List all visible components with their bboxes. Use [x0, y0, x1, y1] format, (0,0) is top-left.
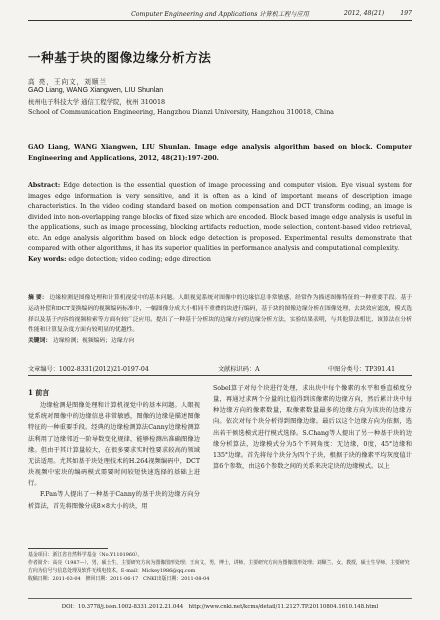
- footnote-fund: 基金项目：浙江省自然科学基金（No.Y1101960）。: [28, 552, 143, 558]
- authors-en: GAO Liang, WANG Xiangwen, LIU Shunlan: [28, 87, 164, 94]
- section-rule: [28, 375, 412, 376]
- footnote-rule: [28, 548, 108, 549]
- footnotes: [28, 551, 412, 583]
- affiliation-cn: 杭州电子科技大学 通信工程学院，杭州 310018: [28, 98, 166, 106]
- article-number: 文章编号：1002-8331(2012)21-0197-04: [28, 366, 149, 373]
- body-paragraph: Sobel算子对每个块进行处理，求出块中每个像素的水平和垂直梯度分量，再通过求两个分量的比值得到该像素的边缘方向，然后累计块中每种边缘方向的像素数量，取像素数量最多的边缘方向为该块的边缘方向。依次对每个块分析得到图像边缘。最后以这个边缘方向为依据，选出若干候选模式进行模式选择。S.Chang等人提出了另一种基于块的边缘分析算法，边缘模式分为5个不同角度：无边缘，0度，45°边缘和135°边缘。首先将每个块分为四个子块，根据子块的像素平均灰度值计算6个参数，由这6个参数之间的关系来决定块的边缘模式。以上: [213, 385, 412, 471]
- affiliation-en: School of Communication Engineering, Hangzhou Dianzi University, Hangzhou 310018, China: [28, 108, 334, 116]
- abstract-en-text: Edge detection is the essential question of image processing and computer vision. Eye visual system for images edge information is very sensitive, and it is often as a kind of important means of description image characteristics. In the video coding standard based on motion compensation and DCT transform coding, an image is divided into non-overlapping range blocks of fixed size which are encoded. Block based image edge analysis is useful in the applications, such as image processing, blocking artifacts reduction, mode selection, content-based video retrieval, etc. An edge analysis algorithm based on block edge detection is proposed. Experimental results demonstrate that compared with other algorithms, it has its superior qualities in performance analysis and computational complexity.: [28, 182, 412, 253]
- issue-date: 2012, 48(21): [343, 9, 385, 17]
- abstract-en-label: Abstract:: [28, 182, 61, 189]
- article-meta: [28, 364, 412, 373]
- keywords-en-label: Key words:: [28, 255, 67, 263]
- footer-doi: DOI：10.3778/j.issn.1002-8331.2012.21.044 http://www.cnki.net/kcms/detail/11.2127.TP.20110804.1610.148.html: [61, 604, 379, 610]
- abstract-en: [28, 181, 412, 265]
- title-block: [28, 48, 412, 116]
- abstract-cn-label: 摘 要：: [28, 295, 48, 301]
- footnote-dates: 收稿日期：2011-03-04 修回日期：2011-06-17 CNKI出版日期：2011-08-04: [28, 576, 210, 583]
- body-column-right: [213, 383, 412, 472]
- citation-reference: GAO Liang, WANG Xiangwen, LIU Shunlan. Image edge analysis algorithm based on block. Computer Engineering and Applications, 2012, 48(21):197-200.: [28, 143, 412, 163]
- classification-number: 中图分类号：TP391.41: [328, 366, 396, 373]
- keywords-cn-label: 关键词：: [28, 338, 52, 345]
- abstract-cn-text: 边缘检测是图像处理和计算机视觉中的基本问题。人眼视觉系统对图像中的边缘信息非常敏感，经常作为描述图像特征的一种重要手段。基于运动补偿和DCT变换编码的视频编码标准中，一幅图像分成大小相同不重叠的块进行编码，基于块的图像边缘分析在图像处理，去块效应滤波，模式选择以及基于内容的视频检索等方面有较广泛应用。提出了一种基于分析块的边缘方向的边缘分析方法，实验结果表明，与其他算法相比，该算法在分析性能和计算复杂度方面有较明显的优越性。: [28, 295, 413, 334]
- bottom-rule: [28, 598, 412, 599]
- abstract-cn: [28, 293, 412, 347]
- keywords-cn-text: 边缘检测；视频编码；边缘方向: [53, 338, 135, 345]
- body-paragraph: 边缘检测是图像处理和计算机视觉中的基本问题。人眼视觉系统对图像中的边缘信息非常敏感，图像的边缘是描述图像特征的一种重要手段。经典的边缘检测算法Canny边缘检测算法利用了边缘邻近一阶导数变化规律，能够检测出准确图像边缘。但由于其计算量较大，在很多要求实时性要求较高的领域无法适用。尤其如基于块处理技术的H.264视频编码中，DCT块视频中宏块的编码模式需要时间较短快速选择的基础上进行。: [28, 402, 200, 488]
- section-heading: 1 前言: [28, 388, 50, 397]
- authors-cn: 高 亮，王向文，刘顺兰: [28, 78, 108, 86]
- journal-name: Computer Engineering and Applications 计算机工程与应用: [131, 10, 309, 18]
- document-code: 文献标识码：A: [218, 366, 260, 373]
- body-paragraph: F.Pan等人提出了一种基于Canny的基于块的边缘方向分析算法，首先将图像分成8×8大小的块，用: [28, 491, 200, 510]
- keywords-en-text: edge detection; video coding; edge direction: [68, 255, 211, 263]
- paper-title: 一种基于块的图像边缘分析方法: [28, 50, 212, 65]
- body-column-left: [28, 383, 200, 512]
- header-rule: [28, 20, 412, 21]
- page-footer: [28, 602, 412, 610]
- running-header: [28, 7, 412, 19]
- page-number: 197: [400, 9, 412, 17]
- footnote-author: 作者简介：高亮（1987—），男，硕士生，主要研究方向为图像图形处理；王向文，男，博士，讲师，主要研究方向为图像图形处理；刘顺兰，女，教授，硕士生导师，主要研究方向为信号与信息处理及软件无线电技术。E-mail：Mickey1986@qq.com: [28, 560, 410, 575]
